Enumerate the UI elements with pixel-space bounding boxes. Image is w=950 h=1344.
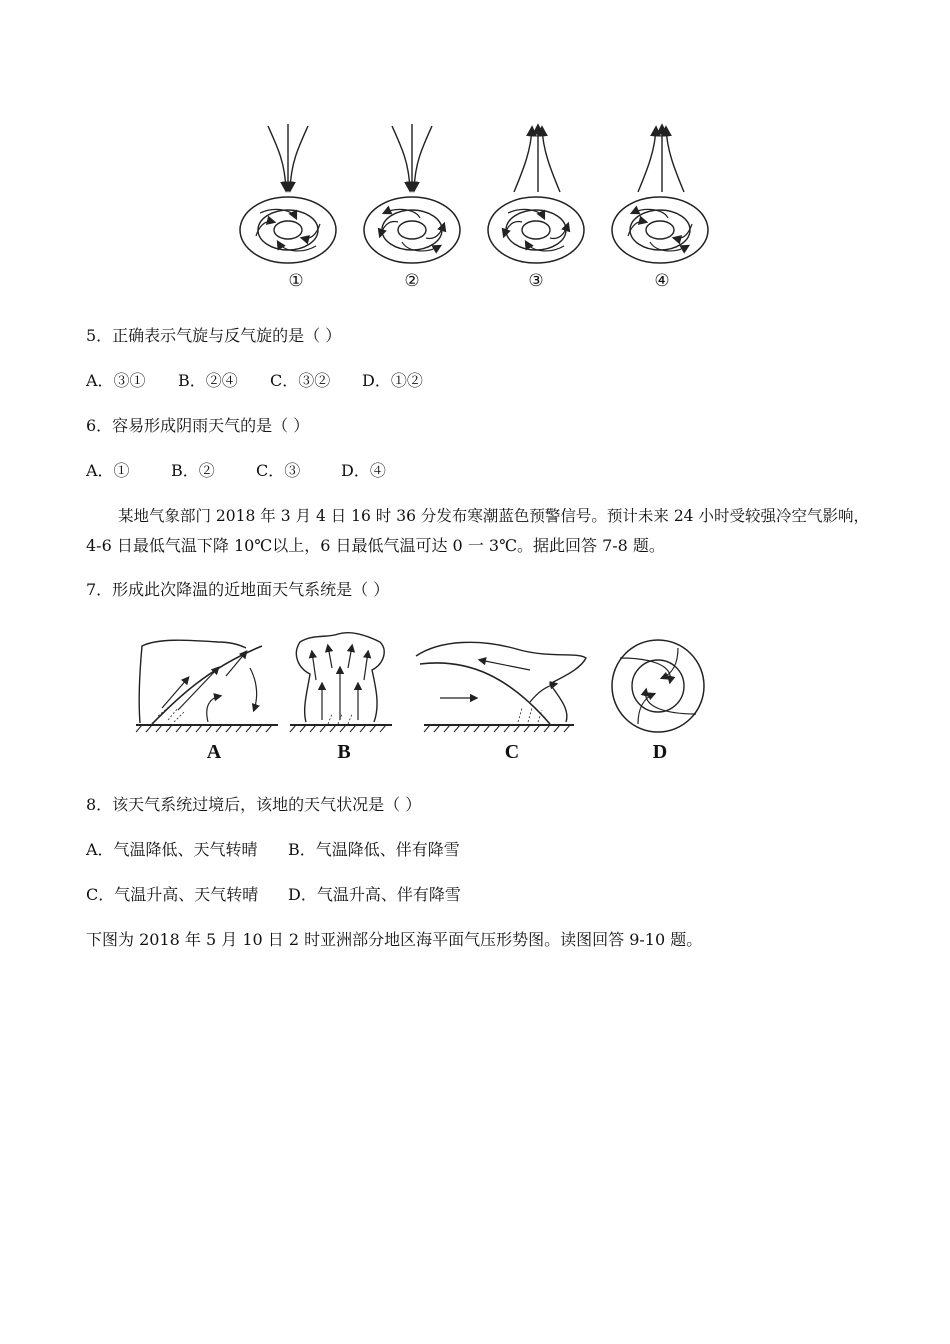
system-panel-c xyxy=(416,642,586,763)
q5-option-d[interactable]: D．①② xyxy=(362,371,423,390)
diagram-panel-4 xyxy=(612,126,708,291)
question-9-10-intro: 下图为 2018 年 5 月 10 日 2 时亚洲部分地区海平面气压形势图。读图回答 9-10 题。 xyxy=(86,930,703,949)
q6-option-d[interactable]: D．④ xyxy=(341,461,386,480)
q8-option-b[interactable]: B．气温降低、伴有降雪 xyxy=(288,840,460,859)
diagram-panel-2 xyxy=(364,124,460,291)
diagram-label-1: ① xyxy=(288,271,304,291)
question-8-stem: 8．该天气系统过境后，该地的天气状况是（ ） xyxy=(86,795,422,814)
system-label-b: B xyxy=(337,741,351,763)
system-panel-d xyxy=(612,640,704,763)
weather-system-figure xyxy=(128,628,708,768)
system-label-d: D xyxy=(652,741,668,763)
system-label-a: A xyxy=(206,741,222,763)
q6-option-c[interactable]: C．③ xyxy=(256,461,301,480)
diagram-label-2: ② xyxy=(404,271,420,291)
q8-option-a[interactable]: A．气温降低、天气转晴 xyxy=(86,840,258,859)
q8-option-d[interactable]: D．气温升高、伴有降雪 xyxy=(288,885,461,904)
question-5-options xyxy=(86,371,423,391)
cyclone-diagram-figure xyxy=(230,118,720,298)
q6-option-a[interactable]: A．① xyxy=(86,461,130,480)
question-8-options-row-1 xyxy=(86,840,460,860)
system-label-c: C xyxy=(504,741,520,763)
q5-option-a[interactable]: A．③① xyxy=(86,371,146,390)
q8-option-c[interactable]: C．气温升高、天气转晴 xyxy=(86,885,259,904)
passage-line-1: 某地气象部门 2018 年 3 月 4 日 16 时 36 分发布寒潮蓝色预警信号。预计未来 24 小时受较强冷空气影响， xyxy=(118,507,869,525)
question-8-options-row-2 xyxy=(86,885,461,905)
diagram-label-3: ③ xyxy=(528,271,544,291)
diagram-panel-3 xyxy=(488,126,584,291)
question-7-stem: 7．形成此次降温的近地面天气系统是（ ） xyxy=(86,580,390,599)
q6-option-b[interactable]: B．② xyxy=(171,461,215,480)
passage-line-2: 4-6 日最低气温下降 10℃以上，6 日最低气温可达 0 一 3℃。据此回答 7-8 题。 xyxy=(86,536,665,555)
question-5-stem: 5．正确表示气旋与反气旋的是（ ） xyxy=(86,326,342,345)
diagram-panel-1 xyxy=(240,124,336,291)
diagram-label-4: ④ xyxy=(654,271,670,291)
system-panel-a xyxy=(136,640,278,763)
question-6-stem: 6．容易形成阴雨天气的是（ ） xyxy=(86,416,310,435)
question-6-options xyxy=(86,461,386,481)
q5-option-c[interactable]: C．③② xyxy=(270,371,331,390)
system-panel-b xyxy=(290,633,392,763)
q5-option-b[interactable]: B．②④ xyxy=(178,371,238,390)
